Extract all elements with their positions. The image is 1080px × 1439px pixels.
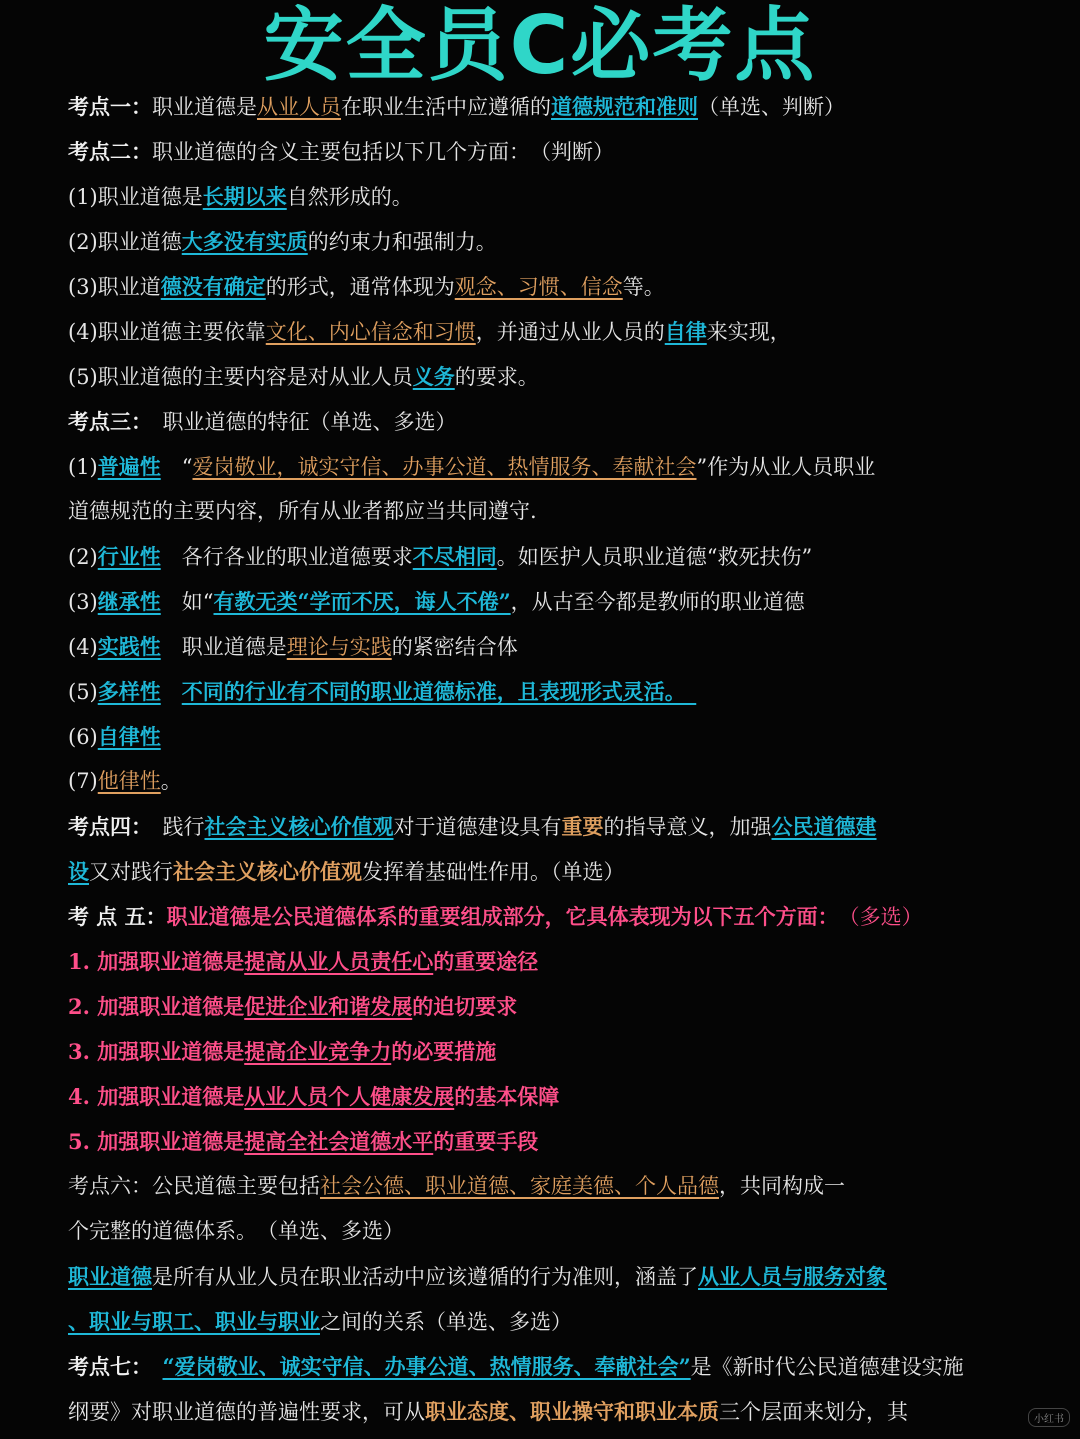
highlight: 长期以来 xyxy=(202,184,287,209)
text: 纲要》对职业道德的普遍性要求，可从 xyxy=(68,1400,425,1424)
point-6-b xyxy=(68,1254,1018,1299)
text: 个完整的道德体系。 （单选、多选） xyxy=(68,1219,404,1243)
text: 等。 xyxy=(622,275,665,299)
text: (2) xyxy=(68,545,98,569)
point-2-item-1 xyxy=(68,174,1018,219)
text: 职业道德的特征（单选、多选） xyxy=(141,410,457,434)
point-label: 考点二： xyxy=(68,139,152,164)
text: 职业道德的含义主要包括以下几个方面： （判断） xyxy=(152,140,614,164)
text: (2)职业道德 xyxy=(68,230,182,254)
highlight: 提高企业竞争力 xyxy=(244,1039,392,1064)
highlight: 实践性 xyxy=(97,634,161,659)
point-2 xyxy=(68,129,1018,174)
text: 如“ xyxy=(160,590,214,614)
text: 三个层面来划分，其 xyxy=(719,1400,908,1424)
point-label: 考点四： xyxy=(68,814,142,839)
text: （单选、判断） xyxy=(698,95,845,119)
point-2-item-5 xyxy=(68,354,1018,399)
text: 1. 加强职业道德是 xyxy=(68,949,245,974)
highlight: 自律 xyxy=(664,319,707,344)
highlight: 继承性 xyxy=(97,589,161,614)
text: ，共同构成一 xyxy=(719,1174,845,1198)
highlight: 道德规范和准则 xyxy=(551,94,698,119)
highlight: 普遍性 xyxy=(97,454,161,479)
point-1 xyxy=(68,84,1018,129)
text: 的要求。 xyxy=(454,365,539,389)
text: 。如医护人员职业道德“救死扶伤” xyxy=(496,545,813,569)
highlight: 职业道德 xyxy=(68,1264,152,1289)
point-5-item-5 xyxy=(68,1119,1018,1164)
text: 4. 加强职业道德是 xyxy=(68,1084,245,1109)
text: 各行各业的职业道德要求 xyxy=(160,545,413,569)
point-3-item-4 xyxy=(68,624,1018,669)
point-7-cont xyxy=(68,1389,1018,1434)
point-6-b-cont xyxy=(68,1299,1018,1344)
text: ，从古至今都是教师的职业道德 xyxy=(510,590,805,614)
exam-points xyxy=(68,84,1018,1434)
highlight: “爱岗敬业、诚实守信、办事公道、热情服务、奉献社会” xyxy=(162,1354,691,1379)
point-3-item-2 xyxy=(68,534,1018,579)
text xyxy=(142,1355,163,1379)
point-label: 考 点 五： xyxy=(68,904,167,929)
text: (1) xyxy=(68,455,98,479)
text: ”作为从业人员职业 xyxy=(696,455,876,479)
point-3-item-6 xyxy=(68,714,1018,759)
highlight: 大多没有实质 xyxy=(181,229,308,254)
highlight: 理论与实践 xyxy=(286,635,392,659)
highlight: 他律性 xyxy=(97,769,161,793)
highlight: 重要 xyxy=(561,814,604,839)
text: 之间的关系（单选、多选） xyxy=(320,1310,572,1334)
text: (4) xyxy=(68,635,98,659)
text: 是《新时代公民道德建设实施 xyxy=(690,1355,964,1379)
text: 的紧密结合体 xyxy=(391,635,518,659)
highlight: 从业人员与服务对象 xyxy=(698,1264,887,1289)
text: 发挥着基础性作用。（单选） xyxy=(362,860,625,884)
highlight: 行业性 xyxy=(97,544,161,569)
point-5-item-3 xyxy=(68,1029,1018,1074)
text: 职业道德是 xyxy=(152,95,257,119)
highlight: 从业人员个人健康发展 xyxy=(244,1084,455,1109)
point-3-item-7 xyxy=(68,759,1018,804)
text: 5. 加强职业道德是 xyxy=(68,1129,245,1154)
highlight: 职业道德是公民道德体系的重要组成部分，它具体表现为以下五个方面： xyxy=(166,904,829,929)
highlight: 德没有确定 xyxy=(160,274,266,299)
point-5-item-4 xyxy=(68,1074,1018,1119)
point-3-item-1-cont xyxy=(68,489,1018,534)
text: (3)职业道 xyxy=(68,275,161,299)
text: 的指导意义，加强 xyxy=(603,815,772,839)
point-label: 考点三： xyxy=(68,409,142,434)
text: 践行 xyxy=(141,815,205,839)
text: 的约束力和强制力。 xyxy=(307,230,497,254)
point-2-item-4 xyxy=(68,309,1018,354)
highlight: 文化、内心信念和习惯 xyxy=(265,320,476,344)
text: “ xyxy=(160,455,193,479)
highlight: 不尽相同 xyxy=(412,544,497,569)
highlight: 公民道德建 xyxy=(771,814,877,839)
point-2-item-3 xyxy=(68,264,1018,309)
point-5-item-1 xyxy=(68,939,1018,984)
text: 是所有从业人员在职业活动中应该遵循的行为准则，涵盖了 xyxy=(152,1265,698,1289)
text: 的基本保障 xyxy=(454,1084,560,1109)
text: 的形式，通常体现为 xyxy=(265,275,455,299)
text: 的迫切要求 xyxy=(412,994,518,1019)
page-title: 安全员C必考点 xyxy=(263,0,817,92)
text: (3) xyxy=(68,590,98,614)
text: 公民道德主要包括 xyxy=(152,1174,320,1198)
highlight: 、职业与职工、职业与职业 xyxy=(68,1309,320,1334)
text xyxy=(161,680,182,704)
text: 的重要手段 xyxy=(433,1129,539,1154)
text: 2. 加强职业道德是 xyxy=(68,994,245,1019)
point-7 xyxy=(68,1344,1018,1389)
highlight: 从业人员 xyxy=(257,95,341,119)
highlight: 提高从业人员责任心 xyxy=(244,949,434,974)
text: (5) xyxy=(68,680,98,704)
highlight: 社会公德、职业道德、家庭美德、个人品德 xyxy=(320,1174,719,1198)
highlight: 不同的行业有不同的职业道德标准，且表现形式灵活。 xyxy=(181,679,697,704)
highlight: 社会主义核心价值观 xyxy=(204,814,394,839)
watermark: 小红书 xyxy=(1028,1408,1070,1427)
text: 自然形成的。 xyxy=(286,185,413,209)
highlight: 职业态度、职业操守和职业本质 xyxy=(425,1399,719,1424)
highlight: 多样性 xyxy=(97,679,161,704)
text: 。 xyxy=(160,769,182,793)
text: 在职业生活中应遵循的 xyxy=(341,95,551,119)
text: 职业道德是 xyxy=(160,635,287,659)
highlight: 有教无类“学而不厌，诲人不倦” xyxy=(213,589,511,614)
text: （多选） xyxy=(828,905,923,929)
highlight: 社会主义核心价值观 xyxy=(173,859,362,884)
text: (4)职业道德主要依靠 xyxy=(68,320,266,344)
text: ，并通过从业人员的 xyxy=(475,320,665,344)
point-5-item-2 xyxy=(68,984,1018,1029)
text: (1)职业道德是 xyxy=(68,185,203,209)
highlight: 提高全社会道德水平 xyxy=(244,1129,434,1154)
text: 的重要途径 xyxy=(433,949,539,974)
text: (5)职业道德的主要内容是对从业人员 xyxy=(68,365,413,389)
text: (6) xyxy=(68,725,98,749)
highlight: 爱岗敬业，诚实守信、办事公道、热情服务、奉献社会 xyxy=(192,455,697,479)
point-6-cont xyxy=(68,1209,1018,1254)
point-label: 考点六： xyxy=(68,1174,152,1198)
point-label: 考点一： xyxy=(68,94,152,119)
text: 又对践行 xyxy=(89,860,173,884)
text: 对于道德建设具有 xyxy=(393,815,562,839)
text: (7) xyxy=(68,769,98,793)
point-5 xyxy=(68,894,1018,939)
point-6 xyxy=(68,1164,1018,1209)
point-3-item-3 xyxy=(68,579,1018,624)
point-3-item-5 xyxy=(68,669,1018,714)
point-4-cont xyxy=(68,849,1018,894)
text: 的必要措施 xyxy=(391,1039,497,1064)
highlight: 义务 xyxy=(412,364,455,389)
highlight: 设 xyxy=(68,859,89,884)
text: 3. 加强职业道德是 xyxy=(68,1039,245,1064)
highlight: 自律性 xyxy=(97,724,161,749)
text: 来实现， xyxy=(706,320,791,344)
point-4 xyxy=(68,804,1018,849)
highlight: 促进企业和谐发展 xyxy=(244,994,413,1019)
point-2-item-2 xyxy=(68,219,1018,264)
point-3-item-1 xyxy=(68,444,1018,489)
text: 道德规范的主要内容，所有从业者都应当共同遵守. xyxy=(68,499,537,523)
highlight: 观念、习惯、信念 xyxy=(454,275,623,299)
point-label: 考点七： xyxy=(68,1354,142,1379)
point-3 xyxy=(68,399,1018,444)
